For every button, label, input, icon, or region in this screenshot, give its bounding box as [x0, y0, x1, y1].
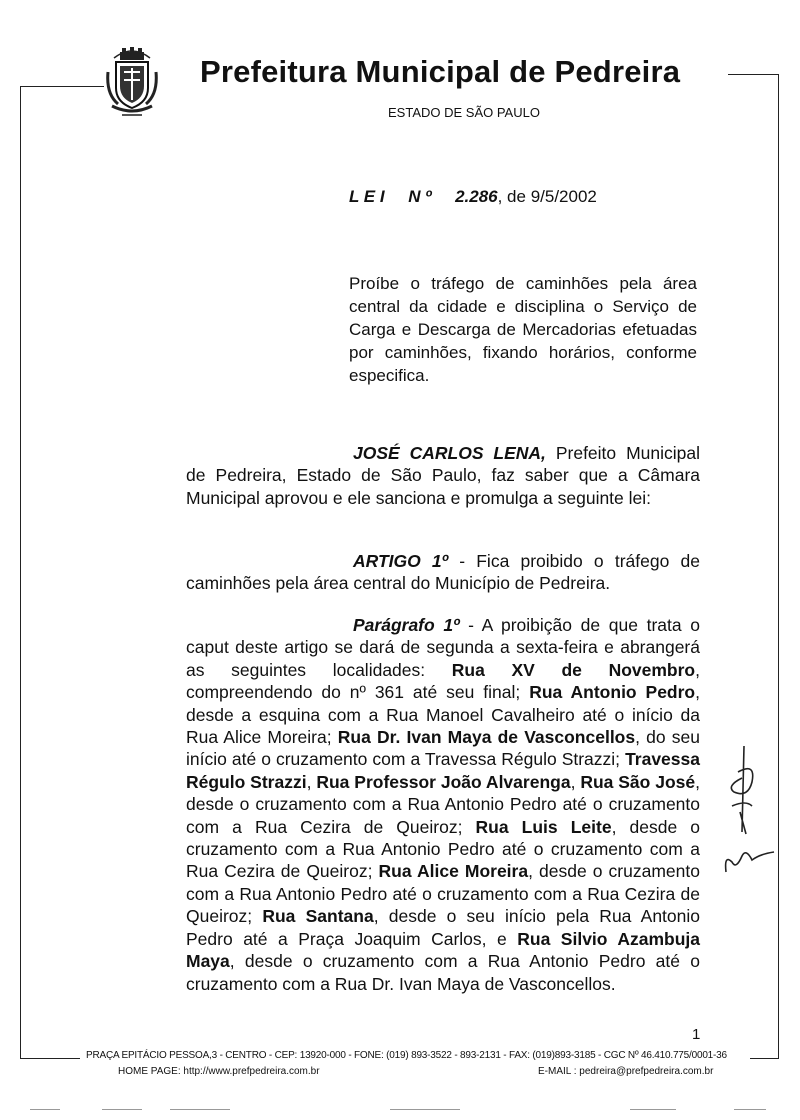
law-numero-label: N º: [408, 187, 432, 206]
street-name: Rua Santana: [262, 906, 374, 927]
street-name: Travessa Régulo Strazzi: [186, 749, 700, 792]
preamble-paragraph: [186, 442, 700, 509]
paragrafo-1-text: , compreendendo do nº 361 até seu final;: [186, 659, 700, 703]
frame-line-top-right: [728, 74, 778, 75]
scan-noise: [30, 1108, 770, 1112]
header-state: ESTADO DE SÃO PAULO: [388, 105, 540, 120]
paragrafo-1-text: , desde o cruzamento com a Rua Antonio Pedro até o cruzamento com a Rua Cezira de Queiroz;: [186, 771, 700, 837]
paragrafo-1-text: , desde o cruzamento com a Rua Antonio Pedro até o cruzamento com a Rua Cezira de Queiroz;: [186, 861, 700, 927]
law-number-line: [349, 187, 597, 207]
frame-line-bottom-left: [20, 1058, 80, 1059]
paragrafo-1-text: , do seu início até o cruzamento com a Travessa Régulo Strazzi;: [186, 727, 700, 770]
paragrafo-1-text: , desde o cruzamento com a Rua Antonio Pedro até o cruzamento com a Rua Cezira de Queiroz;: [186, 816, 701, 882]
frame-line-right: [778, 74, 779, 1059]
street-name: Rua XV de Novembro: [451, 659, 696, 680]
municipal-seal-icon: [104, 42, 160, 122]
footer-homepage: HOME PAGE: http://www.prefpedreira.com.br: [118, 1066, 320, 1077]
preamble-text: Prefeito Municipal de Pedreira, Estado de São Paulo, faz saber que a Câmara Municipal aprovou e ele sanciona e promulga a seguinte lei:: [186, 443, 700, 508]
signature-initials-icon: [712, 742, 782, 882]
footer-email: E-MAIL : pedreira@prefpedreira.com.br: [538, 1066, 714, 1077]
frame-line-left: [20, 86, 21, 1059]
paragrafo-1-text: , desde o cruzamento com a Rua Antonio Pedro até o cruzamento com a Rua Dr. Ivan Maya de Vasconcellos.: [186, 951, 700, 994]
street-name: Rua Professor João Alvarenga: [316, 771, 571, 792]
law-number: 2.286: [455, 187, 498, 206]
law-label: L E I: [349, 187, 385, 206]
page-number: 1: [692, 1026, 701, 1043]
street-name: Rua Antonio Pedro: [529, 682, 696, 703]
street-name: Rua Dr. Ivan Maya de Vasconcellos: [337, 727, 636, 748]
paragrafo-1-text: , desde o seu início pela Rua Antonio Pedro até a Praça Joaquim Carlos, e: [186, 906, 701, 949]
artigo-1-paragraph: [186, 550, 700, 595]
artigo-1-label: ARTIGO 1º: [353, 551, 449, 571]
header-title: Prefeitura Municipal de Pedreira: [200, 54, 681, 89]
street-name: Rua Silvio Azambuja Maya: [186, 928, 700, 972]
law-summary: Proíbe o tráfego de caminhões pela área central da cidade e disciplina o Serviço de Carga e Descarga de Mercadorias efetuadas por caminhões, fixando horários, conforme especifica.: [349, 274, 697, 385]
mayor-name: JOSÉ CARLOS LENA,: [353, 443, 546, 463]
paragrafo-1-label: Parágrafo 1º: [353, 615, 460, 635]
frame-line-bottom-right: [750, 1058, 779, 1059]
paragrafo-1-text: , desde a esquina com a Rua Manoel Cavalheiro até o início da Rua Alice Moreira;: [186, 682, 701, 748]
paragrafo-1-text: - A proibição de que trata o caput deste artigo se dará de segunda a sexta-feira e abrangerá as seguintes localidades:: [186, 615, 700, 680]
paragrafo-1-paragraph: [186, 614, 700, 995]
artigo-1-text: - Fica proibido o tráfego de caminhões pela área central do Município de Pedreira.: [186, 551, 700, 594]
footer-address: PRAÇA EPITÁCIO PESSOA,3 - CENTRO - CEP: 13920-000 - FONE: (019) 893-3522 - 893-2131 - FAX: (019)893-3185 - CGC Nº 46.410.775/0001-36: [86, 1050, 727, 1061]
street-name: Rua São José: [580, 771, 696, 792]
street-name: Rua Luis Leite: [475, 816, 612, 837]
paragrafo-1-text: ,: [570, 771, 581, 792]
street-name: Rua Alice Moreira: [378, 861, 529, 882]
paragrafo-1-text: ,: [306, 771, 317, 792]
law-date: , de 9/5/2002: [497, 187, 597, 206]
frame-line-top-left: [20, 86, 104, 87]
